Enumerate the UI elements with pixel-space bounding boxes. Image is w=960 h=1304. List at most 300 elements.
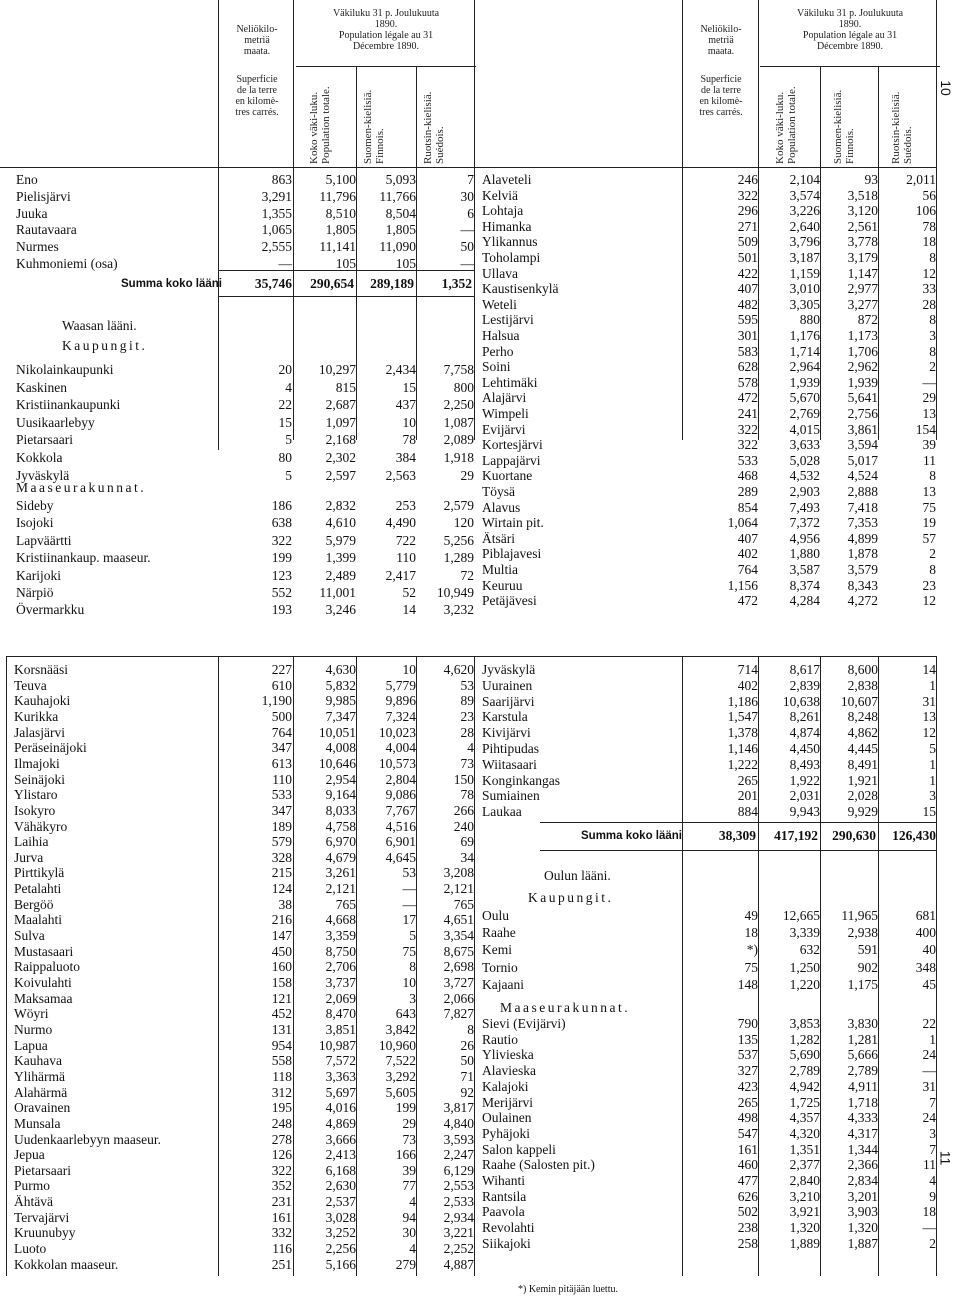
municipality-name: Alavieska <box>482 1063 536 1079</box>
area-value: 332 <box>271 1225 292 1241</box>
finnish-value: 6,901 <box>385 834 416 850</box>
table-row <box>482 515 936 531</box>
area-value: 884 <box>737 804 758 820</box>
area-value: 1,064 <box>727 515 758 531</box>
area-header-right <box>686 24 756 57</box>
finnish-value: 8,491 <box>847 756 878 772</box>
total-value: 2,706 <box>325 959 356 975</box>
finnish-value: 166 <box>395 1147 416 1163</box>
finnish-value: 10,607 <box>840 693 878 709</box>
finnish-value: 8,343 <box>847 577 878 593</box>
municipality-name: Jyväskylä <box>482 662 536 677</box>
total-value: 2,769 <box>789 406 820 421</box>
swedish-value: 26 <box>460 1037 474 1053</box>
column-rule <box>474 0 475 440</box>
total-value: 7,347 <box>325 708 356 724</box>
municipality-name: Sievi (Evijärvi) <box>482 1016 566 1031</box>
area-value: 161 <box>737 1141 758 1157</box>
area-label-fr-line: tres carrés. <box>235 107 279 118</box>
swedish-value: — <box>922 1063 936 1079</box>
col-swedish-header: Ruotsin-kielisiä. Suédois. <box>422 91 446 164</box>
area-value: 216 <box>271 912 292 928</box>
finnish-value: 437 <box>395 397 416 413</box>
total-value: 1,351 <box>789 1141 820 1157</box>
table-row <box>14 725 474 741</box>
total-value: 815 <box>335 379 356 395</box>
swedish-value: 92 <box>460 1084 474 1100</box>
municipality-name: Salon kappeli <box>482 1141 556 1157</box>
finnish-value: 9,929 <box>847 804 878 820</box>
swedish-value: 5,256 <box>443 532 474 548</box>
municipality-name: Oulainen <box>482 1110 532 1126</box>
swedish-value: 73 <box>460 755 474 771</box>
total-value: 9,943 <box>789 804 820 820</box>
swedish-value: 24 <box>922 1047 936 1063</box>
area-label-line: Neliökilo- <box>236 24 278 35</box>
swedish-value: 7,827 <box>443 1006 474 1022</box>
table-row <box>482 788 936 804</box>
table-row <box>14 1178 474 1194</box>
sum-swedish: 1,352 <box>441 276 472 291</box>
municipality-name: Pirttikylä <box>14 865 65 881</box>
area-value: 578 <box>737 374 758 390</box>
table-row <box>14 1257 474 1273</box>
swedish-value: 45 <box>922 976 936 992</box>
area-value: 460 <box>737 1157 758 1173</box>
area-value: 193 <box>271 602 292 618</box>
area-value: 402 <box>737 546 758 562</box>
area-value: 38 <box>278 896 292 912</box>
municipality-name: Tornio <box>482 959 518 975</box>
area-value: 265 <box>737 1094 758 1110</box>
area-value: 452 <box>271 1006 292 1022</box>
swedish-value: 2,579 <box>443 498 474 513</box>
area-value: 2,555 <box>261 239 292 255</box>
table-row <box>14 709 474 725</box>
municipality-name: Ätsäri <box>482 530 515 546</box>
area-value: 49 <box>744 908 758 923</box>
swedish-value: 8 <box>929 562 936 577</box>
swedish-value: 18 <box>922 1204 936 1220</box>
area-value: 195 <box>271 1100 292 1116</box>
table-row <box>14 1006 474 1022</box>
swedish-value: 5 <box>929 741 936 756</box>
area-value: — <box>278 256 292 271</box>
table-row <box>482 1142 936 1158</box>
total-value: 1,939 <box>789 374 820 390</box>
area-value: 533 <box>271 787 292 803</box>
finnish-value: 4 <box>409 1241 416 1257</box>
area-label-fr-line: Superficie <box>236 74 278 85</box>
municipality-name: Vähäkyro <box>14 818 68 834</box>
total-value: 1,922 <box>789 772 820 788</box>
area-value: 186 <box>271 498 292 513</box>
municipality-name: Alaveteli <box>482 172 532 187</box>
table-row <box>14 1069 474 1085</box>
table-row <box>482 1189 936 1205</box>
swedish-value: 3,817 <box>443 1100 474 1116</box>
total-value: 2,964 <box>789 359 820 375</box>
municipality-name: Lapua <box>14 1037 48 1053</box>
column-rule <box>936 0 937 440</box>
table-row <box>14 1132 474 1148</box>
swedish-value: 24 <box>922 1110 936 1126</box>
swedish-value: 29 <box>922 390 936 406</box>
table-row <box>482 773 936 789</box>
municipality-name: Kelviä <box>482 187 518 203</box>
finnish-value: 5,641 <box>847 390 878 406</box>
finnish-value: 4,524 <box>847 468 878 484</box>
finnish-value: 384 <box>395 450 416 465</box>
area-value: 18 <box>744 925 758 941</box>
finnish-value: 11,766 <box>379 188 416 204</box>
table-row <box>482 1079 936 1095</box>
total-value: 4,357 <box>789 1110 820 1126</box>
swedish-value: 22 <box>922 1016 936 1031</box>
municipality-name: Raahe <box>482 925 516 941</box>
finnish-value: 4,317 <box>847 1125 878 1141</box>
swedish-value: 33 <box>922 281 936 297</box>
kaupungit-heading-left: Kaupungit. <box>62 338 148 353</box>
maaseurakunnat-heading-left: Maaseurakunnat. <box>16 480 147 495</box>
area-value: 118 <box>272 1068 292 1084</box>
swedish-value: 120 <box>453 515 474 531</box>
finnish-value: 17 <box>402 912 416 928</box>
swedish-value: 31 <box>922 1078 936 1094</box>
municipality-name: Juuka <box>16 205 48 221</box>
area-value: 322 <box>737 421 758 437</box>
finnish-value: 110 <box>396 550 416 566</box>
finnish-value: 5,093 <box>385 172 416 187</box>
finnish-value: 2,804 <box>385 771 416 787</box>
table-row <box>482 406 936 422</box>
total-value: 4,610 <box>325 515 356 531</box>
pop-title-line: Väkiluku 31 p. Joulukuuta <box>332 8 440 19</box>
swedish-value: 23 <box>922 577 936 593</box>
area-value: 1,156 <box>727 577 758 593</box>
table-row <box>14 803 474 819</box>
municipality-name: Wimpeli <box>482 406 529 421</box>
finnish-value: 1,320 <box>847 1220 878 1236</box>
area-value: 110 <box>272 771 292 787</box>
municipality-name: Keuruu <box>482 577 523 593</box>
municipality-name: Kristiinankaupunki <box>16 397 121 413</box>
municipality-name: Himanka <box>482 218 532 234</box>
area-value: 579 <box>271 834 292 850</box>
finnish-value: 2,417 <box>385 567 416 583</box>
municipality-name: Karstula <box>482 709 528 725</box>
sum-rule <box>540 850 936 851</box>
table-row <box>482 188 936 204</box>
swedish-value: 3 <box>929 788 936 804</box>
municipality-name: Soini <box>482 359 511 375</box>
bottom-top-rule <box>6 656 936 657</box>
population-header-left <box>296 8 476 52</box>
finnish-value: 4,272 <box>847 593 878 609</box>
table-row <box>14 819 474 835</box>
municipality-name: Kalajoki <box>482 1078 529 1094</box>
table-row <box>14 1085 474 1101</box>
finnish-value: 7,353 <box>847 515 878 531</box>
total-value: 5,670 <box>789 390 820 406</box>
finnish-value: 11,090 <box>379 239 416 255</box>
table-row <box>16 222 474 238</box>
area-value: 22 <box>278 397 292 413</box>
table-row <box>482 234 936 250</box>
area-value: 251 <box>271 1256 292 1272</box>
finnish-value: 1,281 <box>847 1031 878 1047</box>
municipality-name: Pietarsaari <box>16 432 73 448</box>
area-value: 1,186 <box>727 693 758 709</box>
total-value: 1,725 <box>789 1094 820 1110</box>
area-value: 327 <box>737 1063 758 1079</box>
top-right-table <box>482 172 936 612</box>
table-row <box>482 1126 936 1142</box>
municipality-name: Wöyri <box>14 1006 49 1022</box>
table-row <box>16 206 474 222</box>
finnish-value: 7,324 <box>385 708 416 724</box>
municipality-name: Koivulahti <box>14 975 72 990</box>
swedish-value: 89 <box>460 693 474 709</box>
sum-swedish: 126,430 <box>892 828 936 843</box>
area-value: 628 <box>737 359 758 375</box>
table-row <box>482 219 936 235</box>
area-value: 135 <box>737 1031 758 1047</box>
finnish-value: 4,899 <box>847 530 878 546</box>
total-value: 8,261 <box>789 709 820 725</box>
swedish-value: 2,247 <box>443 1147 474 1163</box>
total-value: 2,840 <box>789 1173 820 1188</box>
area-value: 1,355 <box>261 205 292 221</box>
finnish-value: 10 <box>402 662 416 677</box>
municipality-name: Bergöö <box>14 896 54 912</box>
municipality-name: Ylistaro <box>14 787 58 803</box>
area-value: 238 <box>737 1220 758 1236</box>
area-value: 472 <box>737 390 758 406</box>
area-value: 863 <box>271 172 292 187</box>
swedish-value: 2 <box>929 1235 936 1251</box>
municipality-name: Kaustisenkylä <box>482 281 559 297</box>
area-value: 347 <box>271 802 292 818</box>
sum-label: Summa koko lääni <box>581 830 682 842</box>
finnish-value: 8 <box>409 959 416 975</box>
total-value: 3,796 <box>789 234 820 250</box>
municipality-name: Multia <box>482 562 518 577</box>
municipality-name: Uusikaarlebyy <box>16 414 95 430</box>
swedish-value: 8,675 <box>443 943 474 959</box>
finnish-value: 2,938 <box>847 925 878 941</box>
finnish-value: 1,718 <box>847 1094 878 1110</box>
total-value: 3,210 <box>789 1188 820 1204</box>
finnish-value: 39 <box>402 1162 416 1178</box>
finnish-value: 2,789 <box>847 1063 878 1079</box>
finnish-value: 2,366 <box>847 1157 878 1173</box>
area-value: 75 <box>744 959 758 975</box>
finnish-value: 279 <box>395 1256 416 1272</box>
table-row <box>14 756 474 772</box>
swedish-value: 1,289 <box>443 550 474 566</box>
area-value: 80 <box>278 450 292 465</box>
total-value: 4,942 <box>789 1078 820 1094</box>
table-row <box>482 709 936 725</box>
municipality-name: Wirtain pit. <box>482 515 544 531</box>
finnish-value: 7,418 <box>847 499 878 515</box>
table-row <box>14 693 474 709</box>
table-row <box>482 1095 936 1111</box>
municipality-name: Oravainen <box>14 1100 71 1116</box>
swedish-value: 4,887 <box>443 1256 474 1272</box>
total-value: 2,377 <box>789 1157 820 1173</box>
swedish-value: 3,232 <box>443 602 474 618</box>
table-row <box>482 172 936 188</box>
swedish-value: 2,533 <box>443 1194 474 1210</box>
table-row <box>16 602 474 618</box>
table-row <box>16 550 474 566</box>
municipality-name: Jyväskylä <box>16 467 70 483</box>
finnish-value: 2,028 <box>847 788 878 804</box>
finnish-value: 643 <box>395 1006 416 1022</box>
area-value: 4 <box>285 379 292 395</box>
swedish-value: 6,129 <box>443 1162 474 1178</box>
finnish-value: 1,887 <box>847 1235 878 1251</box>
finnish-value: 5,666 <box>847 1047 878 1063</box>
area-value: 322 <box>271 532 292 548</box>
finnish-value: 75 <box>402 943 416 959</box>
area-value: 265 <box>737 772 758 788</box>
waasa-title: Waasan lääni. <box>62 318 137 333</box>
sum-finnish: 289,189 <box>370 276 414 291</box>
municipality-name: Ylikannus <box>482 234 538 250</box>
finnish-value: 3,842 <box>385 1021 416 1037</box>
swedish-value: 3,354 <box>443 928 474 944</box>
table-row <box>16 172 474 188</box>
area-value: 714 <box>737 662 758 677</box>
total-value: 3,633 <box>789 437 820 453</box>
table-row <box>14 1100 474 1116</box>
finnish-value: 10,573 <box>378 755 416 771</box>
municipality-name: Kajaani <box>482 976 524 992</box>
finnish-value: 3,594 <box>847 437 878 453</box>
total-value: 2,832 <box>325 498 356 513</box>
total-value: 8,510 <box>325 205 356 221</box>
area-value: 595 <box>737 312 758 328</box>
total-value: 1,805 <box>325 222 356 238</box>
municipality-name: Uurainen <box>482 677 533 693</box>
finnish-value: 902 <box>857 959 878 975</box>
swedish-value: 13 <box>922 406 936 421</box>
total-value: 1,880 <box>789 546 820 562</box>
municipality-name: Laukaa <box>482 804 522 820</box>
footnote: *) Kemin pitäjään luettu. <box>518 1284 618 1295</box>
municipality-name: Pihtipudas <box>482 741 540 756</box>
area-value: 227 <box>271 662 292 677</box>
total-value: 11,796 <box>319 188 356 204</box>
area-label-line: maata. <box>707 46 735 57</box>
total-value: 4,869 <box>325 1115 356 1131</box>
table-row <box>14 787 474 803</box>
area-value: 583 <box>737 343 758 359</box>
area-value: 352 <box>271 1178 292 1194</box>
total-value: 3,359 <box>325 928 356 944</box>
swedish-value: 8 <box>929 343 936 359</box>
total-value: 10,297 <box>318 362 356 377</box>
area-value: 547 <box>737 1125 758 1141</box>
table-row <box>482 250 936 266</box>
sum-finnish: 290,630 <box>832 828 876 843</box>
table-row <box>14 740 474 756</box>
total-value: 1,889 <box>789 1235 820 1251</box>
area-value: 3,291 <box>261 188 292 204</box>
maaseurakunnat-heading-right: Maaseurakunnat. <box>500 1000 631 1015</box>
area-value: 407 <box>737 281 758 297</box>
table-row <box>16 533 474 549</box>
swedish-value: 1 <box>929 1031 936 1047</box>
total-value: 3,737 <box>325 975 356 990</box>
municipality-name: Alajärvi <box>482 390 527 406</box>
total-value: 4,008 <box>325 740 356 756</box>
finnish-value: 872 <box>857 312 878 328</box>
municipality-name: Seinäjoki <box>14 771 65 787</box>
municipality-name: Kauhava <box>14 1053 62 1069</box>
table-row <box>482 359 936 375</box>
total-value: 10,051 <box>318 724 356 740</box>
finnish-value: 4,333 <box>847 1110 878 1126</box>
total-value: 4,450 <box>789 741 820 756</box>
swedish-value: 7 <box>467 172 474 187</box>
swedish-value: 11 <box>923 1157 936 1173</box>
swedish-value: 7 <box>929 1094 936 1110</box>
pop-title-line: 1890. <box>838 19 862 30</box>
swedish-value: 2,066 <box>443 990 474 1006</box>
bottom-left-table <box>14 662 474 1282</box>
area-value: 201 <box>737 788 758 804</box>
table-row <box>14 678 474 694</box>
table-row <box>482 468 936 484</box>
finnish-value: 3 <box>409 990 416 1006</box>
municipality-name: Övermarkku <box>16 602 85 618</box>
table-row <box>14 772 474 788</box>
swedish-value: 12 <box>922 725 936 741</box>
table-row <box>14 991 474 1007</box>
total-value: 3,851 <box>325 1021 356 1037</box>
swedish-value: 30 <box>460 188 474 204</box>
total-value: 4,668 <box>325 912 356 928</box>
swedish-value: 3,208 <box>443 865 474 881</box>
total-value: 3,574 <box>789 187 820 203</box>
swedish-value: 2,698 <box>443 959 474 975</box>
table-row <box>14 1163 474 1179</box>
swedish-value: 31 <box>922 693 936 709</box>
table-row <box>14 928 474 944</box>
area-value: 271 <box>737 218 758 234</box>
area-value: 5 <box>285 432 292 448</box>
table-row <box>14 912 474 928</box>
table-row <box>482 1110 936 1126</box>
area-value: 1,146 <box>727 741 758 756</box>
total-value: 2,413 <box>325 1147 356 1163</box>
swedish-value: 681 <box>915 908 936 923</box>
municipality-name: Raahe (Salosten pit.) <box>482 1157 595 1173</box>
table-row <box>482 694 936 710</box>
area-value: 954 <box>271 1037 292 1053</box>
table-row <box>14 662 474 678</box>
total-value: 1,714 <box>789 343 820 359</box>
swedish-value: 400 <box>915 925 936 941</box>
finnish-value: 4,490 <box>385 515 416 531</box>
header-rule-bottom <box>0 167 936 168</box>
total-value: 2,687 <box>325 397 356 413</box>
swedish-value: 7 <box>929 1141 936 1157</box>
